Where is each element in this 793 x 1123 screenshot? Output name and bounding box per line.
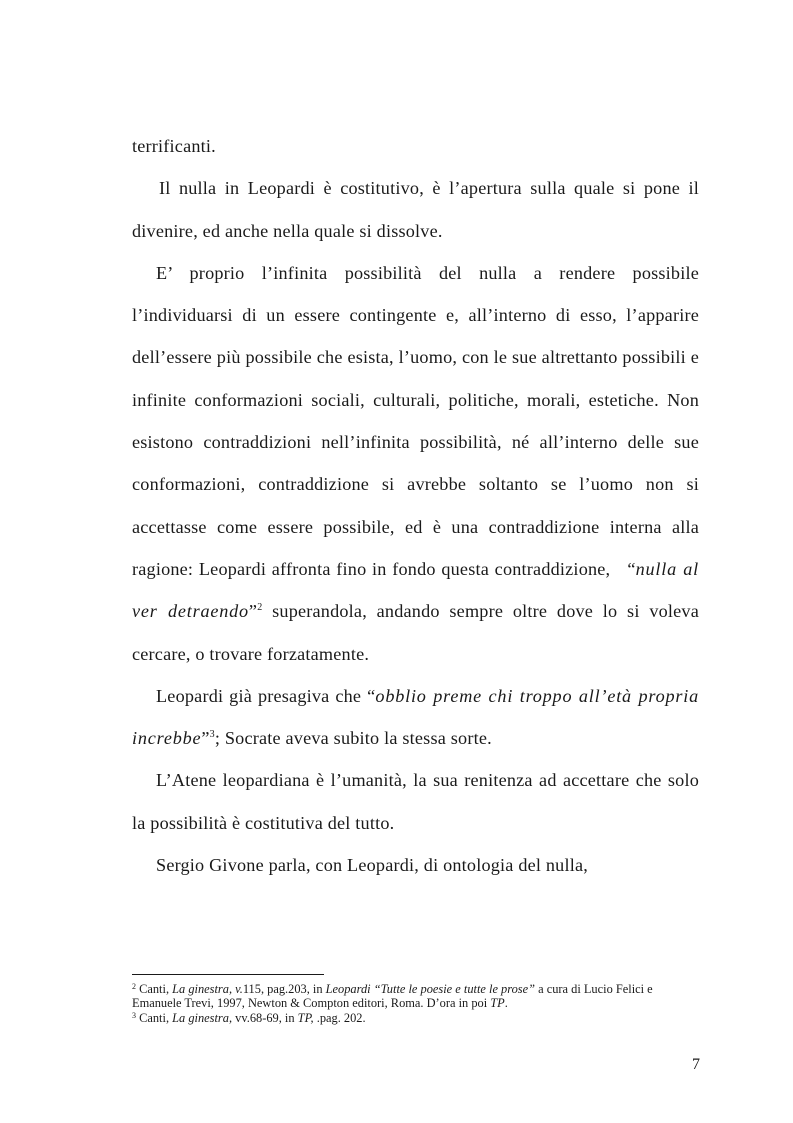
footnote-italic: La ginestra, v. — [172, 982, 243, 996]
paragraph-text: ; Socrate aveva subito la stessa sorte. — [214, 728, 492, 749]
footnote-ref-2: 2 — [257, 602, 263, 614]
footnote-italic: La ginestra, — [172, 1010, 233, 1025]
footnotes — [132, 982, 702, 1025]
footnote-number: 3 — [132, 1010, 136, 1020]
paragraph-text: Leopardi già presagiva che “ — [156, 685, 376, 706]
quote-nulla-al-ver: nulla al ver detraendo — [132, 558, 699, 622]
footnote-text: 115, pag.203, in — [242, 982, 326, 996]
quote-open: “ — [627, 558, 636, 579]
footnote-text: .pag. 202. — [313, 1010, 366, 1025]
paragraph-givone: Sergio Givone parla, con Leopardi, di ontologia del nulla, — [156, 855, 588, 876]
paragraph-atene: L’Atene leopardiana è l’umanità, la sua renitenza ad accettare che solo la possibilità è costitutiva del tutto. — [132, 770, 699, 833]
footnote-2 — [132, 982, 702, 1011]
paragraph-nulla-costitutivo: Il nulla in Leopardi è costitutivo, è l’apertura sulla quale si pone il divenire, ed anche nella quale si dissolve. — [132, 178, 699, 241]
paragraph-presagiva — [132, 675, 699, 760]
footnote-italic: TP, — [297, 1010, 314, 1025]
footnote-text: . — [504, 996, 508, 1011]
footnote-separator — [132, 974, 324, 975]
body-text — [132, 125, 699, 886]
footnote-text: Canti, — [136, 1010, 173, 1025]
footnote-italic: TP — [490, 996, 505, 1011]
paragraph-text: E’ proprio l’infinita possibilità del nulla a rendere possibile l’individuarsi di un essere contingente e, all’interno di esso, l’apparire dell’essere più possibile che esista, l’uomo, con le sue altrettanto possibili e infinite conformazioni sociali, culturali, politiche, morali, estetiche. Non esistono contraddizioni nell’infinita possibilità, né all’interno delle sue conformazioni, contraddizione si avrebbe soltanto se l’uomo non si accettasse come essere possibile, ed è una contraddizione interna alla ragione: Leopardi affronta fino in fondo questa contraddizione, — [132, 262, 699, 579]
quote-obblio: obblio preme chi troppo all’età propria increbbe — [132, 685, 700, 749]
footnote-text: vv.68-69, in — [232, 1010, 298, 1025]
page-number: 7 — [692, 1056, 700, 1073]
paragraph-text: superandola, andando sempre oltre dove lo si voleva cercare, o trovare forzatamente. — [132, 601, 699, 664]
footnote-text: Canti, — [136, 982, 173, 996]
footnote-text: a cura di Lucio Felici e Emanuele Trevi, 1997, Newton & Compton editori, Roma. D’ora in poi — [132, 982, 653, 1011]
footnote-3 — [132, 1011, 702, 1025]
paragraph-infinita-possibilita — [132, 252, 699, 675]
footnote-italic: Leopardi “Tutte le poesie e tutte le prose” — [325, 982, 536, 996]
paragraph-continuation: terrificanti. — [132, 136, 216, 156]
footnote-number: 2 — [132, 982, 136, 991]
quote-close: ” — [201, 728, 210, 749]
footnote-ref-3: 3 — [209, 729, 215, 741]
quote-close: ” — [248, 601, 258, 622]
